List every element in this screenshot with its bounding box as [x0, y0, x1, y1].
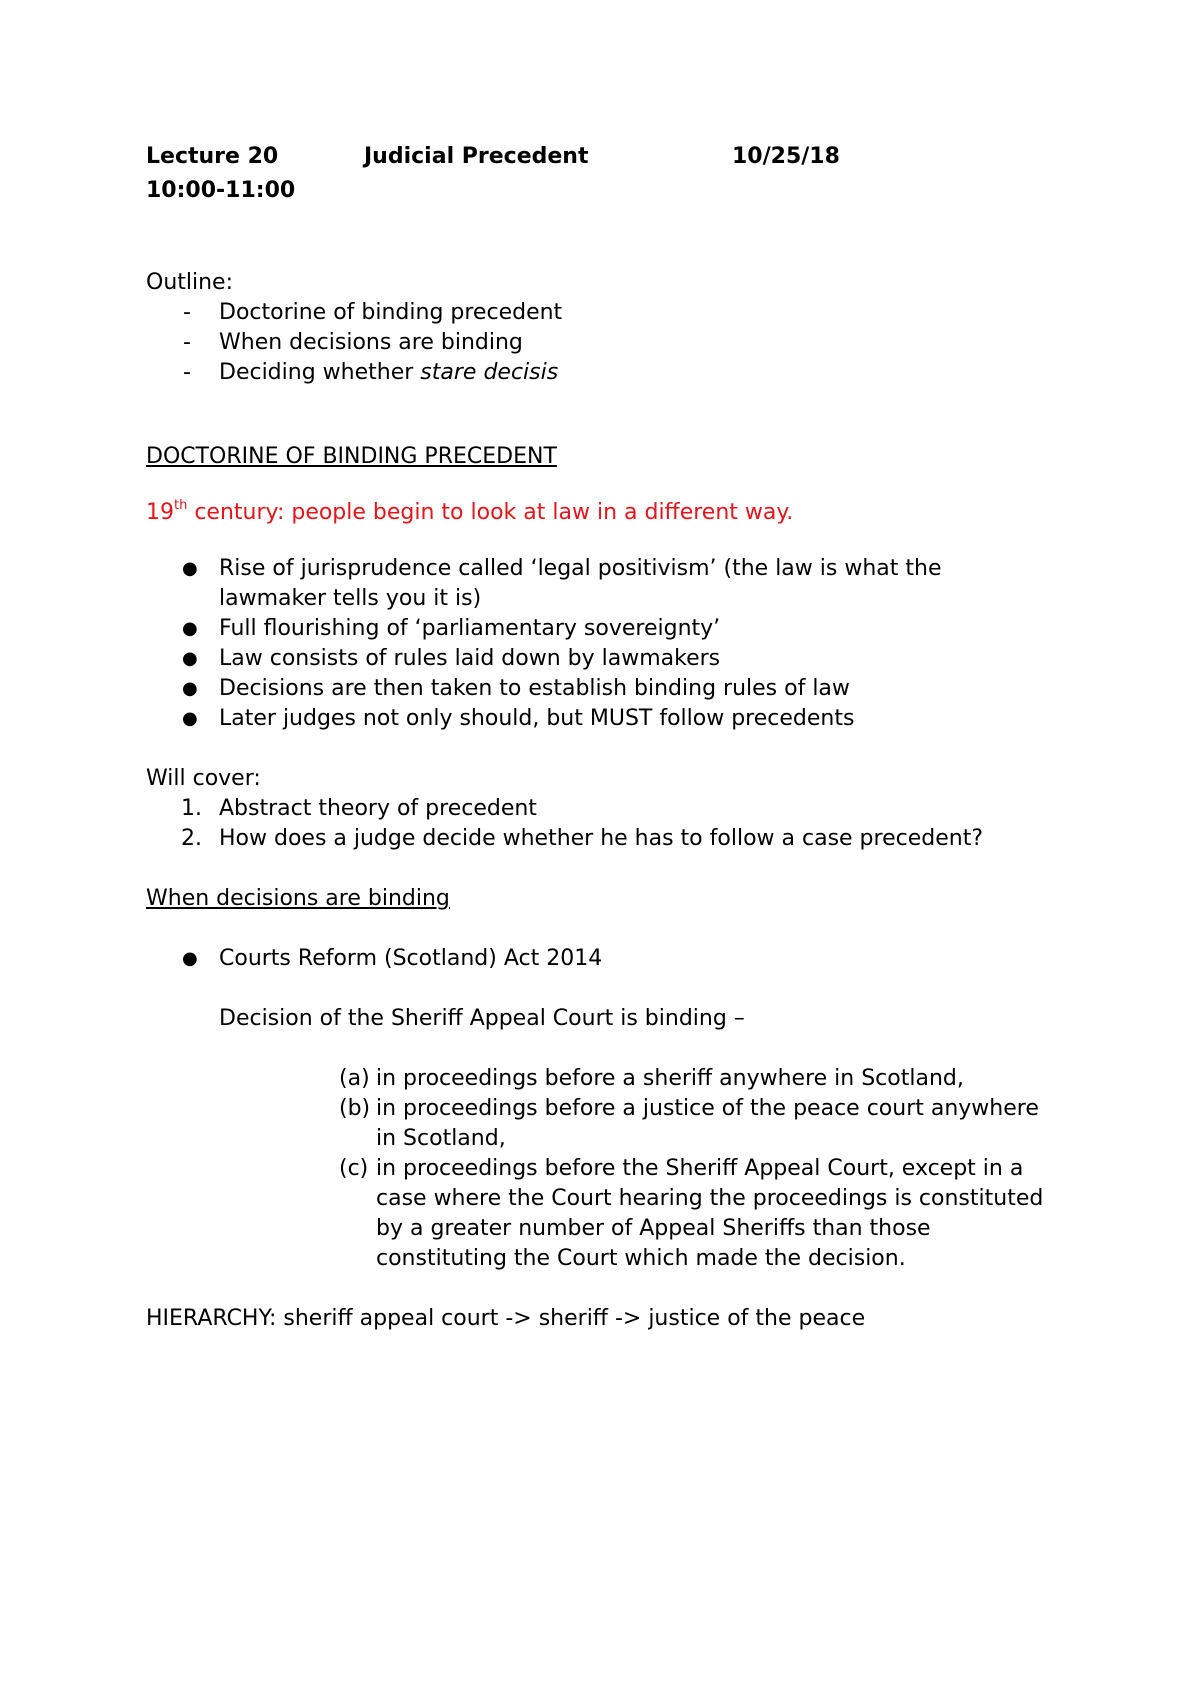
clause-text: in proceedings before a sheriff anywhere in Scotland,	[376, 1066, 964, 1091]
numbered-item-text: Abstract theory of precedent	[219, 796, 537, 821]
bullet-icon: ●	[182, 648, 198, 669]
dash-marker: -	[183, 360, 191, 385]
will-cover-label: Will cover:	[146, 766, 261, 791]
outline-item	[146, 298, 1046, 328]
numbered-item-text: How does a judge decide whether he has to follow a case precedent?	[219, 826, 983, 851]
outline-list	[146, 298, 1046, 388]
bullet-item	[146, 944, 1046, 974]
bullet-item-text: Decisions are then taken to establish binding rules of law	[219, 676, 850, 701]
numbered-item	[146, 824, 1046, 854]
outline-label: Outline:	[146, 270, 234, 295]
bullet-icon: ●	[182, 948, 198, 969]
bullet-item-text: Later judges not only should, but MUST follow precedents	[219, 706, 855, 731]
outline-item	[146, 328, 1046, 358]
bullet-item	[146, 644, 1046, 674]
number-marker: 1.	[181, 796, 202, 821]
binding-bullets	[146, 944, 1046, 974]
lecture-time: 10:00-11:00	[146, 178, 296, 203]
clause-text: in proceedings before the Sheriff Appeal Court, except in a case where the Court hearing the proceedings is constituted by a greater number of Appeal Sheriffs than those constituting the Court which made the decision.	[376, 1156, 1044, 1271]
section-heading-doctorine: DOCTORINE OF BINDING PRECEDENT	[146, 444, 557, 469]
bullet-item	[146, 614, 1046, 644]
bullet-icon: ●	[182, 678, 198, 699]
dash-marker: -	[183, 330, 191, 355]
clause-item	[146, 1064, 1046, 1094]
outline-item	[146, 358, 1046, 388]
outline-item-italic: stare decisis	[420, 360, 559, 385]
red-statement-text: century: people begin to look at law in a different way.	[187, 500, 794, 525]
doctorine-bullets	[146, 554, 1046, 734]
document-page	[146, 140, 1046, 1334]
lecture-date: 10/25/18	[732, 144, 840, 169]
bullet-icon: ●	[182, 558, 198, 579]
red-statement-superscript: th	[174, 497, 188, 513]
outline-item-text: Deciding whether	[219, 360, 414, 385]
outline-item-text: When decisions are binding	[219, 330, 523, 355]
section-heading-binding: When decisions are binding	[146, 886, 450, 911]
lecture-number: Lecture 20	[146, 144, 279, 169]
outline-item-text: Doctorine of binding precedent	[219, 300, 563, 325]
bullet-item-text: Law consists of rules laid down by lawmakers	[219, 646, 721, 671]
bullet-item	[146, 674, 1046, 704]
bullet-icon: ●	[182, 618, 198, 639]
will-cover-list	[146, 794, 1046, 854]
lecture-title: Judicial Precedent	[364, 144, 589, 169]
decision-intro: Decision of the Sheriff Appeal Court is binding –	[219, 1006, 745, 1031]
red-statement-number: 19	[146, 500, 174, 525]
clause-label: (b)	[339, 1096, 371, 1121]
clause-item	[146, 1094, 1046, 1154]
bullet-item-text: Courts Reform (Scotland) Act 2014	[219, 946, 603, 971]
bullet-item	[146, 554, 1046, 614]
clause-list	[146, 1064, 1046, 1274]
dash-marker: -	[183, 300, 191, 325]
number-marker: 2.	[181, 826, 202, 851]
clause-label: (c)	[339, 1156, 369, 1181]
bullet-item	[146, 704, 1046, 734]
lecture-header	[146, 140, 1046, 208]
hierarchy-line: HIERARCHY: sheriff appeal court -> sheriff -> justice of the peace	[146, 1306, 866, 1331]
clause-label: (a)	[339, 1066, 370, 1091]
bullet-icon: ●	[182, 708, 198, 729]
red-statement	[146, 498, 1046, 528]
bullet-item-text: Rise of jurisprudence called ‘legal positivism’ (the law is what the lawmaker tells you it is)	[219, 556, 942, 611]
clause-item	[146, 1154, 1046, 1274]
clause-text: in proceedings before a justice of the peace court anywhere in Scotland,	[376, 1096, 1039, 1151]
numbered-item	[146, 794, 1046, 824]
bullet-item-text: Full flourishing of ‘parliamentary sovereignty’	[219, 616, 721, 641]
